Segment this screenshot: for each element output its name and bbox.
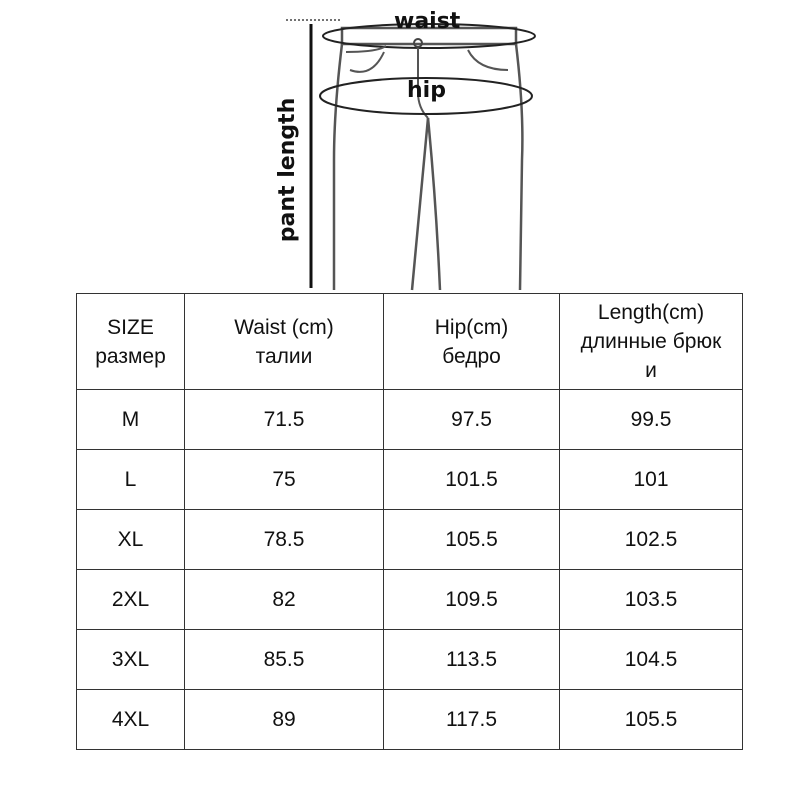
pants-measurement-diagram bbox=[0, 0, 800, 292]
cell-length: 99.5 bbox=[560, 390, 743, 450]
left-inseam bbox=[412, 118, 428, 290]
header-hip bbox=[384, 294, 560, 390]
cell-size: 2XL bbox=[77, 570, 185, 630]
table-row bbox=[77, 630, 743, 690]
header-size-ru: размер bbox=[95, 344, 166, 368]
hip-label: hip bbox=[407, 78, 446, 103]
cell-hip: 117.5 bbox=[384, 690, 560, 750]
header-length-en: Length(cm) bbox=[597, 301, 705, 324]
header-length bbox=[560, 294, 743, 390]
cell-waist: 78.5 bbox=[185, 510, 384, 570]
right-inseam bbox=[428, 118, 440, 290]
table-row bbox=[77, 510, 743, 570]
header-length-ru: длинные брюк bbox=[580, 330, 722, 353]
header-size-en: SIZE bbox=[107, 315, 154, 339]
right-pocket-curve bbox=[468, 50, 508, 70]
table-row bbox=[77, 570, 743, 630]
table-row bbox=[77, 690, 743, 750]
header-hip-ru: бедро bbox=[442, 344, 501, 368]
right-outer-seam bbox=[516, 44, 522, 290]
table-header-row bbox=[77, 294, 743, 390]
cell-hip: 109.5 bbox=[384, 570, 560, 630]
cell-size: 3XL bbox=[77, 630, 185, 690]
table-row bbox=[77, 450, 743, 510]
cell-size: L bbox=[77, 450, 185, 510]
table-row bbox=[77, 390, 743, 450]
cell-length: 101 bbox=[560, 450, 743, 510]
size-chart-table bbox=[76, 293, 743, 750]
waist-label: waist bbox=[394, 9, 461, 34]
cell-hip: 113.5 bbox=[384, 630, 560, 690]
left-outer-seam bbox=[334, 44, 342, 290]
cell-waist: 89 bbox=[185, 690, 384, 750]
cell-hip: 101.5 bbox=[384, 450, 560, 510]
cell-hip: 105.5 bbox=[384, 510, 560, 570]
cell-size: M bbox=[77, 390, 185, 450]
cell-size: 4XL bbox=[77, 690, 185, 750]
header-hip-en: Hip(cm) bbox=[434, 315, 509, 339]
cell-length: 103.5 bbox=[560, 570, 743, 630]
header-waist-ru: талии bbox=[255, 344, 313, 368]
header-length-ru-wrap: и bbox=[645, 359, 657, 382]
cell-waist: 82 bbox=[185, 570, 384, 630]
pants-illustration bbox=[0, 0, 800, 292]
header-waist bbox=[185, 294, 384, 390]
pant-length-label: pant length bbox=[275, 97, 300, 243]
header-waist-en: Waist (cm) bbox=[234, 315, 334, 339]
cell-length: 105.5 bbox=[560, 690, 743, 750]
cell-size: XL bbox=[77, 510, 185, 570]
left-pocket-curve bbox=[350, 52, 384, 72]
header-size bbox=[77, 294, 185, 390]
cell-hip: 97.5 bbox=[384, 390, 560, 450]
cell-waist: 71.5 bbox=[185, 390, 384, 450]
cell-length: 102.5 bbox=[560, 510, 743, 570]
cell-length: 104.5 bbox=[560, 630, 743, 690]
cell-waist: 85.5 bbox=[185, 630, 384, 690]
cell-waist: 75 bbox=[185, 450, 384, 510]
